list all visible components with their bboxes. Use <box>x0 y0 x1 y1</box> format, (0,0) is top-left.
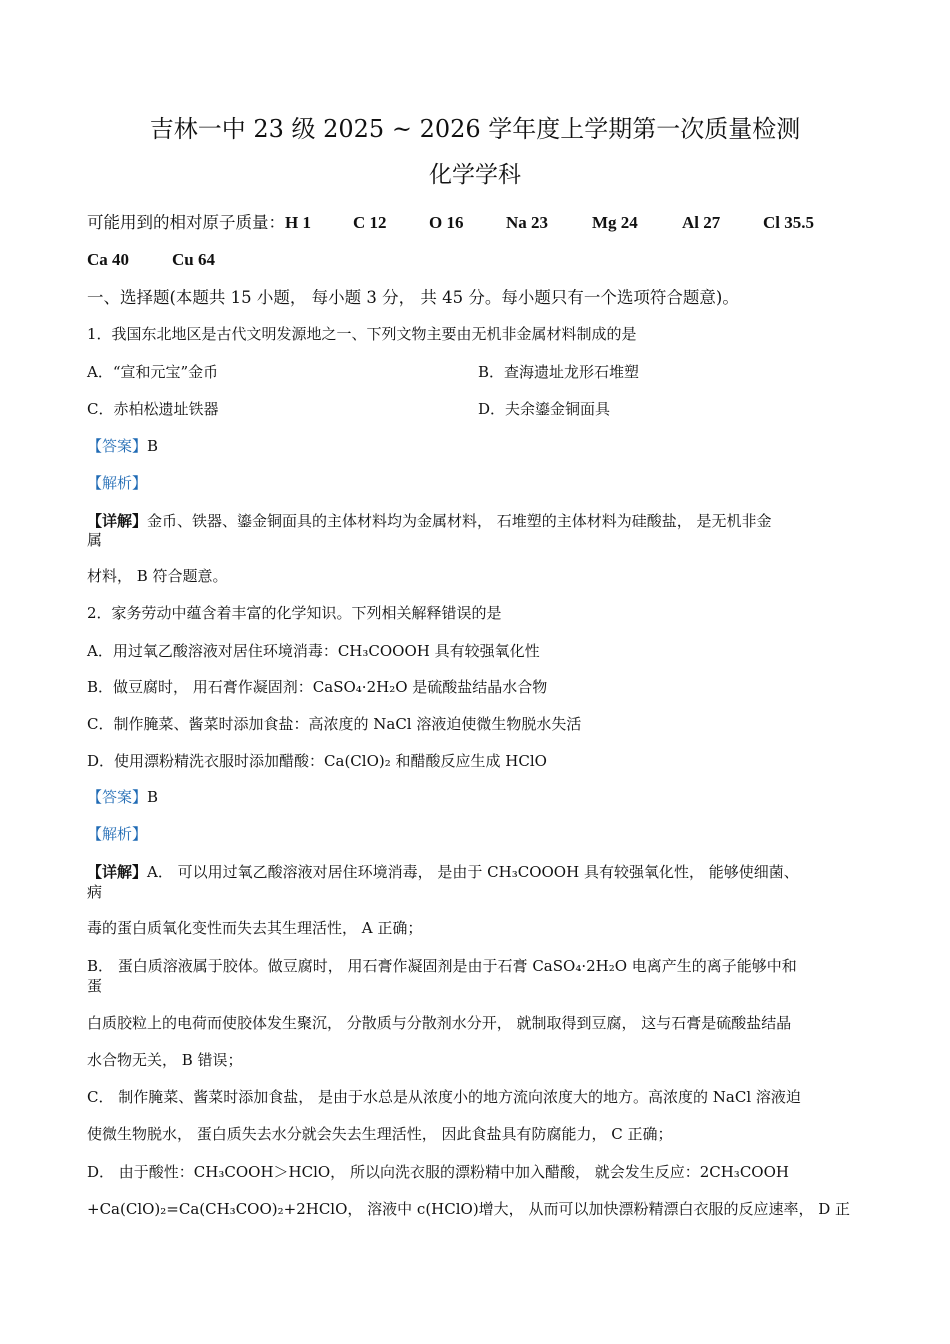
question-2-answer <box>87 787 158 807</box>
atomic-mass-al: Al 27 <box>682 213 721 232</box>
question-2-detail-b-1-wrap: 蛋 <box>87 977 103 995</box>
atomic-mass-o: O 16 <box>429 213 464 232</box>
question-2-detail-c-1: C． 制作腌菜、酱菜时添加食盐， 是由于水总是从浓度小的地方流向浓度大的地方。高浓度的 NaCl 溶液迫 <box>87 1088 801 1106</box>
subject-title: 化学学科 <box>429 162 521 188</box>
question-2-detail-a-1-wrap: 病 <box>87 883 103 901</box>
atomic-mass-cl: Cl 35.5 <box>763 213 814 232</box>
question-2-option-d: D．使用漂粉精洗衣服时添加醋酸：Ca(ClO)₂ 和醋酸反应生成 HClO <box>87 752 547 770</box>
question-2-option-b: B．做豆腐时， 用石膏作凝固剂：CaSO₄·2H₂O 是硫酸盐结晶水合物 <box>87 678 548 696</box>
question-1-detail-line-2: 材料， B 符合题意。 <box>87 567 228 585</box>
analysis-label: 【解析】 <box>87 825 148 843</box>
answer-value: B <box>147 788 159 806</box>
atomic-mass-cu: Cu 64 <box>172 250 215 269</box>
atomic-mass-na: Na 23 <box>506 213 549 232</box>
atomic-mass-h: H 1 <box>285 213 311 232</box>
question-1-option-b: B．查海遗址龙形石堆塑 <box>478 363 640 381</box>
atomic-mass-ca: Ca 40 <box>87 250 130 269</box>
question-2-option-a: A．用过氧乙酸溶液对居住环境消毒：CH₃COOOH 具有较强氧化性 <box>87 642 540 660</box>
question-2-detail-b-1: B． 蛋白质溶液属于胶体。做豆腐时， 用石膏作凝固剂是由于石膏 CaSO₄·2H₂O 电离产生的离子能够中和 <box>87 957 797 975</box>
question-2-detail-d-2: +Ca(ClO)₂=Ca(CH₃COO)₂+2HClO， 溶液中 c(HClO)增大， 从而可以加快漂粉精漂白衣服的反应速率， D 正 <box>87 1200 851 1218</box>
question-2-analysis-label <box>87 824 147 844</box>
question-2-detail-a-1 <box>87 862 799 882</box>
detail-text: A． 可以用过氧乙酸溶液对居住环境消毒， 是由于 CH₃COOOH 具有较强氧化性， 能够使细菌、 <box>147 863 799 881</box>
answer-label: 【答案】 <box>87 437 148 455</box>
detail-text: 金币、铁器、鎏金铜面具的主体材料均为金属材料， 石堆塑的主体材料为硅酸盐， 是无机非金 <box>147 512 772 530</box>
atomic-mass-line <box>87 212 814 234</box>
question-2-detail-c-2: 使微生物脱水， 蛋白质失去水分就会失去生理活性， 因此食盐具有防腐能力， C 正确； <box>87 1125 673 1143</box>
detail-label: 【详解】 <box>87 863 148 881</box>
question-2-detail-a-2: 毒的蛋白质氧化变性而失去其生理活性， A 正确； <box>87 919 423 937</box>
question-1-option-d: D．夫余鎏金铜面具 <box>478 400 611 418</box>
answer-value: B <box>147 437 159 455</box>
atomic-mass-line-2 <box>87 249 215 271</box>
analysis-label: 【解析】 <box>87 474 148 492</box>
question-1-option-c: C．赤柏松遗址铁器 <box>87 400 219 418</box>
question-2-detail-d-1: D． 由于酸性：CH₃COOH＞HClO， 所以向洗衣服的漂粉精中加入醋酸， 就会发生反应：2CH₃COOH <box>87 1163 789 1181</box>
question-1-detail-line-1-wrap: 属 <box>87 531 103 549</box>
detail-label: 【详解】 <box>87 512 148 530</box>
atomic-mass-mg: Mg 24 <box>592 213 638 232</box>
question-2-option-c: C．制作腌菜、酱菜时添加食盐：高浓度的 NaCl 溶液迫使微生物脱水失活 <box>87 715 582 733</box>
question-2-detail-b-2: 白质胶粒上的电荷而使胶体发生聚沉， 分散质与分散剂水分开， 就制取得到豆腐， 这与石膏是硫酸盐结晶 <box>87 1014 792 1032</box>
section-heading: 一、选择题(本题共 15 小题， 每小题 3 分， 共 45 分。每小题只有一个选项符合题意)。 <box>87 288 739 307</box>
question-1-analysis-label <box>87 473 147 493</box>
answer-label: 【答案】 <box>87 788 148 806</box>
question-1-option-a: A．“宣和元宝”金币 <box>87 363 219 381</box>
atomic-mass-c: C 12 <box>353 213 387 232</box>
question-2-stem: 2．家务劳动中蕴含着丰富的化学知识。下列相关解释错误的是 <box>87 604 502 622</box>
question-1-detail-line-1 <box>87 511 772 531</box>
question-1-stem: 1．我国东北地区是古代文明发源地之一、下列文物主要由无机非金属材料制成的是 <box>87 325 637 343</box>
question-2-detail-b-3: 水合物无关， B 错误； <box>87 1051 243 1069</box>
exam-title: 吉林一中 23 级 2025 ~ 2026 学年度上学期第一次质量检测 <box>149 115 801 143</box>
question-1-answer <box>87 436 158 456</box>
atomic-mass-label: 可能用到的相对原子质量： <box>87 213 285 232</box>
